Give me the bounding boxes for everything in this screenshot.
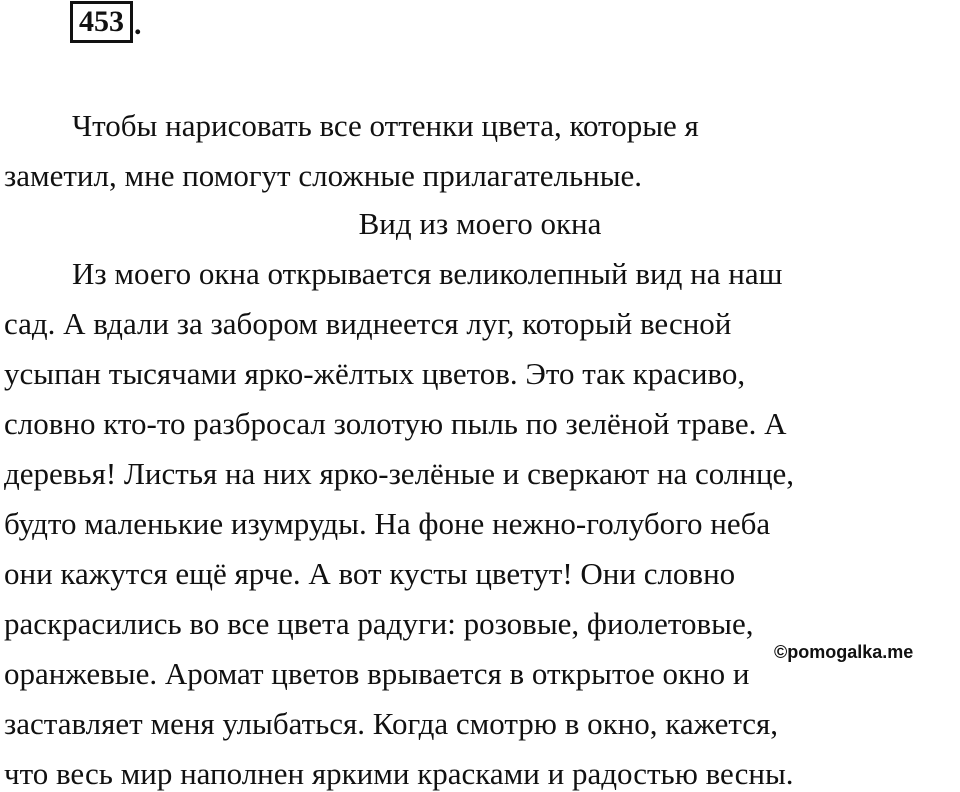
body-line-8: раскрасились во все цвета радуги: розовые, фиолетовые, <box>4 606 754 641</box>
body-line-4: словно кто-то разбросал золотую пыль по зелёной траве. А <box>4 406 787 441</box>
body-line-3: усыпан тысячами ярко-жёлтых цветов. Это так красиво, <box>4 356 746 391</box>
body-line-7: они кажутся ещё ярче. А вот кусты цветут! Они словно <box>4 556 736 591</box>
body-line-11: что весь мир наполнен яркими красками и радостью весны. <box>4 756 794 791</box>
body-line-2: сад. А вдали за забором виднеется луг, который весной <box>4 306 732 341</box>
task-number-dot: . <box>134 8 142 41</box>
body-line-5: деревья! Листья на них ярко-зелёные и сверкают на солнце, <box>4 456 795 491</box>
watermark: ©pomogalka.me <box>774 642 914 662</box>
body-line-6: будто маленькие изумруды. На фоне нежно-голубого неба <box>4 506 771 541</box>
intro-line-2: заметил, мне помогут сложные прилагательные. <box>4 158 643 193</box>
body-line-1: Из моего окна открывается великолепный вид на наш <box>72 256 783 291</box>
text-title: Вид из моего окна <box>358 206 602 241</box>
body-line-10: заставляет меня улыбаться. Когда смотрю в окно, кажется, <box>4 706 779 741</box>
intro-line-1: Чтобы нарисовать все оттенки цвета, которые я <box>72 108 699 143</box>
body-line-9: оранжевые. Аромат цветов врывается в открытое окно и <box>4 656 750 691</box>
task-number <box>70 3 142 43</box>
task-number-box: 453 <box>70 1 133 43</box>
